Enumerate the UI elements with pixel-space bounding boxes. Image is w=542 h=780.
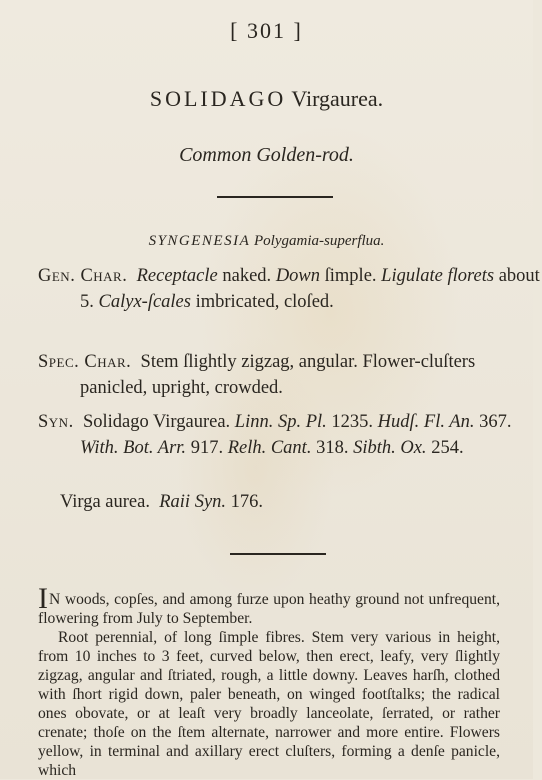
divider-rule (217, 196, 333, 198)
synonyms (38, 409, 542, 461)
gen-char-text: Calyx-ſcales (98, 292, 191, 312)
syn-number: 917. (190, 438, 224, 458)
syn-number: 254. (431, 438, 464, 458)
paragraph-text: N woods, copſes, and among furze upon heathy ground not unfrequent, flowering from July to September. (38, 591, 500, 627)
syn-reference: Sibth. Ox. (353, 438, 427, 458)
syn-number: 1235. (331, 412, 374, 432)
syn-reference: Linn. Sp. Pl. (234, 412, 327, 432)
virga-number: 176. (230, 492, 264, 512)
syn-number: 318. (316, 438, 349, 458)
gen-char-text: Down (275, 266, 321, 286)
paragraph: Root perennial, of long ſimple fibres. Stem very various in height, from 10 inches to 3 feet, curved below, then erect, leafy, very ſlightly zigzag, angular and ſtriated, rough, a little downy. Leaves harſh, clothed with ſhort rigid down, paler beneath, on winged footſtalks; the radical ones obovate, or at leaſt very broadly lanceolate, ſerrated, or rather crenate; thoſe on the ſtem alternate, narrower and more entire. Flowers yellow, in terminal and axillary erect cluſters, forming a denſe panicle, which (38, 629, 500, 779)
classification-order: Polygamia-superflua. (254, 233, 385, 249)
syn-number: 367. (479, 412, 512, 432)
specific-character (38, 349, 542, 401)
virga-reference: Raii Syn. (159, 492, 227, 512)
generic-character (38, 263, 542, 315)
common-name: Common Golden-rod. (179, 144, 354, 166)
gen-char-text: naked. (222, 266, 272, 286)
page-title (0, 86, 533, 112)
gen-char-text: Ligulate florets (381, 266, 495, 286)
drop-cap: I (38, 582, 48, 615)
title-species: Virgaurea. (291, 86, 384, 111)
syn-name: Solidago Virgaurea. (82, 412, 231, 432)
spec-char-text: Stem ſlightly zigzag, angular. Flower-cluſters panicled, upright, crowded. (80, 352, 476, 398)
gen-char-label: Gen. Char. (38, 266, 128, 286)
gen-char-text: about 5. (80, 266, 540, 312)
classification-class: SYNGENESIA (148, 233, 251, 249)
syn-label: Syn. (38, 412, 74, 432)
gen-char-text: ſimple. (324, 266, 377, 286)
syn-reference: Relh. Cant. (227, 438, 312, 458)
gen-char-text: imbricated, cloſed. (195, 292, 334, 312)
virga-aurea-synonym (60, 492, 263, 513)
paragraph (38, 582, 500, 628)
description-text (38, 582, 500, 780)
syn-reference: Hudſ. Fl. An. (377, 412, 475, 432)
classification (0, 233, 533, 250)
syn-reference: With. Bot. Arr. (80, 438, 187, 458)
title-genus: SOLIDAGO (149, 86, 287, 111)
page-number: [ 301 ] (230, 18, 303, 43)
gen-char-text: Receptacle (136, 266, 218, 286)
divider-rule (230, 553, 326, 555)
virga-name: Virga aurea. (60, 492, 150, 512)
spec-char-label: Spec. Char. (38, 352, 132, 372)
